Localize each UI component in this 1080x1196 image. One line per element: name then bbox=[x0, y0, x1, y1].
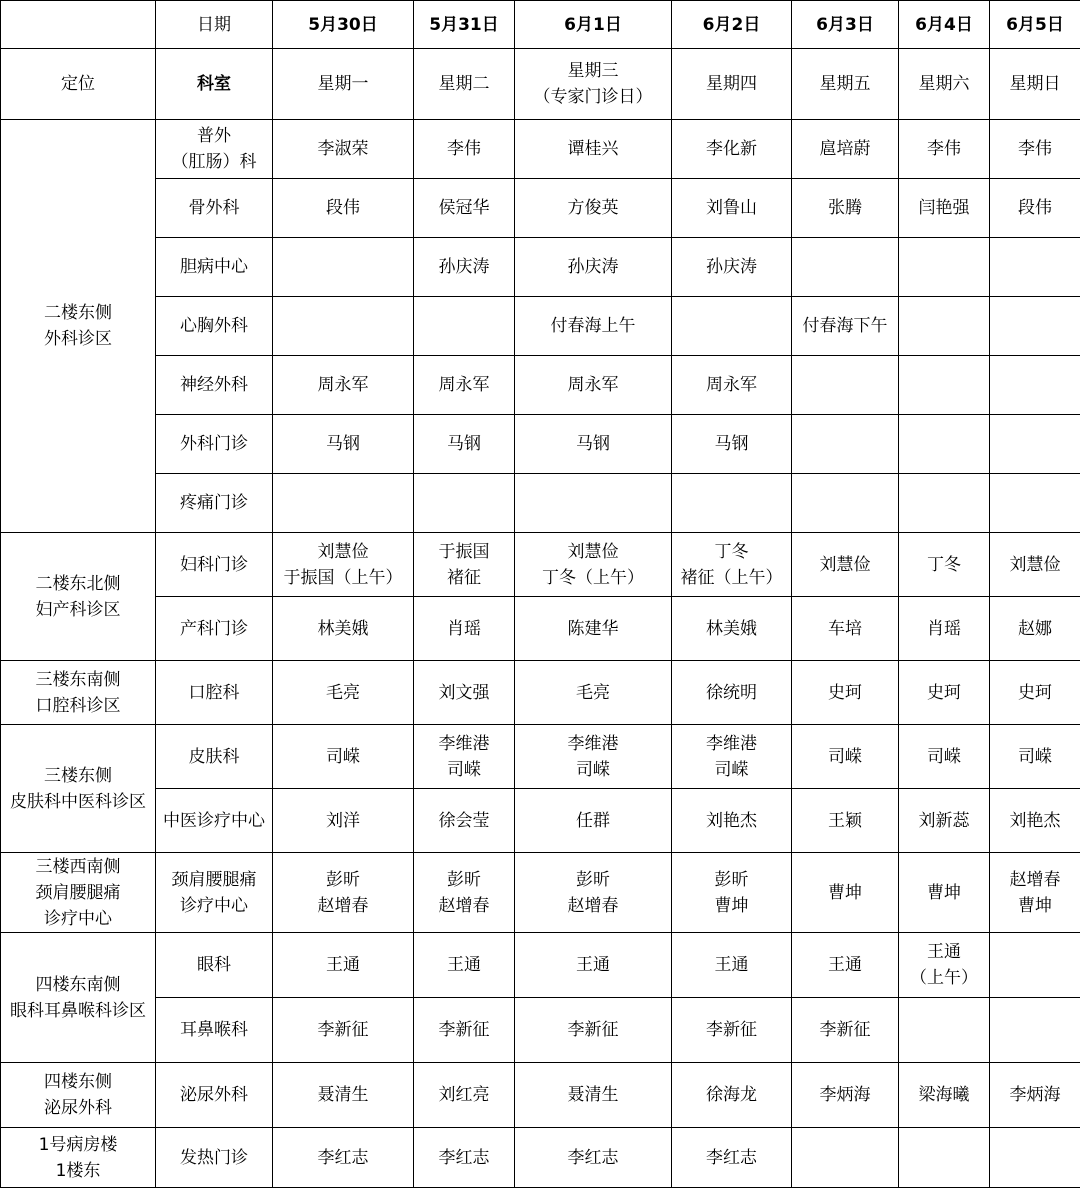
doctor-cell: 李红志 bbox=[414, 1128, 515, 1188]
doctor-cell: 孙庆涛 bbox=[515, 238, 672, 297]
doctor-cell: 付春海下午 bbox=[792, 297, 899, 356]
doctor-cell: 李新征 bbox=[414, 998, 515, 1063]
schedule-row bbox=[1, 725, 1080, 789]
doctor-cell: 李伟 bbox=[990, 120, 1080, 179]
doctor-cell: 彭昕 赵增春 bbox=[414, 853, 515, 933]
weekday-header-row bbox=[1, 49, 1080, 120]
doctor-cell: 孙庆涛 bbox=[672, 238, 792, 297]
schedule-row bbox=[1, 179, 1080, 238]
doctor-cell: 林美娥 bbox=[273, 597, 414, 661]
doctor-cell: 徐海龙 bbox=[672, 1063, 792, 1128]
doctor-cell: 方俊英 bbox=[515, 179, 672, 238]
doctor-cell: 史珂 bbox=[990, 661, 1080, 725]
doctor-cell: 马钢 bbox=[273, 415, 414, 474]
doctor-cell: 李新征 bbox=[515, 998, 672, 1063]
location-cell: 三楼西南侧 颈肩腰腿痛 诊疗中心 bbox=[1, 853, 156, 933]
doctor-cell: 刘艳杰 bbox=[672, 789, 792, 853]
dept-cell: 产科门诊 bbox=[156, 597, 273, 661]
doctor-cell: 司嵘 bbox=[792, 725, 899, 789]
schedule-row bbox=[1, 120, 1080, 179]
weekday-cell: 星期日 bbox=[990, 49, 1080, 120]
schedule-row bbox=[1, 597, 1080, 661]
doctor-cell: 刘红亮 bbox=[414, 1063, 515, 1128]
doctor-cell: 毛亮 bbox=[273, 661, 414, 725]
doctor-cell: 李红志 bbox=[672, 1128, 792, 1188]
doctor-cell: 侯冠华 bbox=[414, 179, 515, 238]
doctor-cell: 聂清生 bbox=[515, 1063, 672, 1128]
schedule-row bbox=[1, 1063, 1080, 1128]
dept-cell: 妇科门诊 bbox=[156, 533, 273, 597]
doctor-cell: 李新征 bbox=[273, 998, 414, 1063]
weekday-cell: 星期五 bbox=[792, 49, 899, 120]
dept-cell: 中医诊疗中心 bbox=[156, 789, 273, 853]
doctor-cell: 于振国 褚征 bbox=[414, 533, 515, 597]
schedule-row bbox=[1, 356, 1080, 415]
doctor-cell: 刘慧俭 丁冬（上午） bbox=[515, 533, 672, 597]
date-cell: 6月4日 bbox=[899, 1, 990, 49]
schedule-row bbox=[1, 853, 1080, 933]
doctor-cell: 马钢 bbox=[515, 415, 672, 474]
doctor-cell bbox=[899, 1128, 990, 1188]
weekday-cell: 星期四 bbox=[672, 49, 792, 120]
doctor-cell bbox=[273, 474, 414, 533]
doctor-cell bbox=[899, 474, 990, 533]
date-header-row bbox=[1, 1, 1080, 49]
doctor-cell: 李新征 bbox=[792, 998, 899, 1063]
doctor-cell: 刘艳杰 bbox=[990, 789, 1080, 853]
location-cell: 1号病房楼 1楼东 bbox=[1, 1128, 156, 1188]
doctor-cell: 梁海曦 bbox=[899, 1063, 990, 1128]
doctor-cell bbox=[792, 474, 899, 533]
corner-cell bbox=[1, 1, 156, 49]
doctor-cell bbox=[990, 356, 1080, 415]
doctor-cell: 周永军 bbox=[515, 356, 672, 415]
dept-cell: 外科门诊 bbox=[156, 415, 273, 474]
doctor-cell: 段伟 bbox=[273, 179, 414, 238]
schedule-row bbox=[1, 933, 1080, 998]
location-cell: 三楼东南侧 口腔科诊区 bbox=[1, 661, 156, 725]
doctor-cell: 谭桂兴 bbox=[515, 120, 672, 179]
dept-cell: 普外 （肛肠）科 bbox=[156, 120, 273, 179]
doctor-cell: 毛亮 bbox=[515, 661, 672, 725]
doctor-cell bbox=[515, 474, 672, 533]
doctor-cell bbox=[990, 1128, 1080, 1188]
doctor-cell: 李炳海 bbox=[792, 1063, 899, 1128]
dept-cell: 眼科 bbox=[156, 933, 273, 998]
doctor-cell: 李化新 bbox=[672, 120, 792, 179]
doctor-cell: 马钢 bbox=[672, 415, 792, 474]
location-cell: 三楼东侧 皮肤科中医科诊区 bbox=[1, 725, 156, 853]
doctor-cell: 付春海上午 bbox=[515, 297, 672, 356]
dept-cell: 泌尿外科 bbox=[156, 1063, 273, 1128]
doctor-cell: 肖瑶 bbox=[414, 597, 515, 661]
doctor-cell: 刘慧俭 于振国（上午） bbox=[273, 533, 414, 597]
doctor-cell: 彭昕 赵增春 bbox=[273, 853, 414, 933]
doctor-cell: 王通 bbox=[515, 933, 672, 998]
doctor-cell: 王颖 bbox=[792, 789, 899, 853]
doctor-cell: 周永军 bbox=[273, 356, 414, 415]
doctor-cell: 丁冬 褚征（上午） bbox=[672, 533, 792, 597]
dept-cell: 颈肩腰腿痛 诊疗中心 bbox=[156, 853, 273, 933]
doctor-cell bbox=[792, 356, 899, 415]
doctor-cell bbox=[899, 238, 990, 297]
doctor-cell: 刘慧俭 bbox=[990, 533, 1080, 597]
doctor-cell bbox=[273, 297, 414, 356]
doctor-cell: 聂清生 bbox=[273, 1063, 414, 1128]
doctor-cell bbox=[990, 238, 1080, 297]
doctor-cell: 赵增春 曹坤 bbox=[990, 853, 1080, 933]
location-cell: 二楼东北侧 妇产科诊区 bbox=[1, 533, 156, 661]
doctor-cell bbox=[899, 998, 990, 1063]
dept-cell: 发热门诊 bbox=[156, 1128, 273, 1188]
doctor-cell: 李淑荣 bbox=[273, 120, 414, 179]
location-cell: 四楼东侧 泌尿外科 bbox=[1, 1063, 156, 1128]
doctor-cell: 刘文强 bbox=[414, 661, 515, 725]
doctor-cell: 林美娥 bbox=[672, 597, 792, 661]
doctor-cell: 史珂 bbox=[899, 661, 990, 725]
weekday-cell: 星期六 bbox=[899, 49, 990, 120]
weekday-cell: 星期二 bbox=[414, 49, 515, 120]
doctor-cell: 彭昕 赵增春 bbox=[515, 853, 672, 933]
doctor-cell: 周永军 bbox=[672, 356, 792, 415]
doctor-cell: 闫艳强 bbox=[899, 179, 990, 238]
doctor-cell: 司嵘 bbox=[899, 725, 990, 789]
doctor-cell: 段伟 bbox=[990, 179, 1080, 238]
doctor-cell: 李炳海 bbox=[990, 1063, 1080, 1128]
doctor-cell: 陈建华 bbox=[515, 597, 672, 661]
doctor-cell bbox=[990, 998, 1080, 1063]
doctor-cell bbox=[792, 415, 899, 474]
doctor-cell bbox=[414, 474, 515, 533]
date-cell: 5月30日 bbox=[273, 1, 414, 49]
doctor-cell: 李红志 bbox=[515, 1128, 672, 1188]
doctor-cell: 史珂 bbox=[792, 661, 899, 725]
dept-cell: 皮肤科 bbox=[156, 725, 273, 789]
doctor-cell bbox=[899, 415, 990, 474]
doctor-cell bbox=[899, 356, 990, 415]
doctor-cell bbox=[672, 297, 792, 356]
dept-cell: 口腔科 bbox=[156, 661, 273, 725]
doctor-cell: 李维港 司嵘 bbox=[515, 725, 672, 789]
schedule-row bbox=[1, 533, 1080, 597]
doctor-cell bbox=[792, 1128, 899, 1188]
location-cell: 二楼东侧 外科诊区 bbox=[1, 120, 156, 533]
doctor-cell bbox=[990, 297, 1080, 356]
dept-label: 科室 bbox=[156, 49, 273, 120]
dept-cell: 疼痛门诊 bbox=[156, 474, 273, 533]
doctor-cell: 徐统明 bbox=[672, 661, 792, 725]
schedule-row bbox=[1, 998, 1080, 1063]
weekday-cell: 星期一 bbox=[273, 49, 414, 120]
doctor-cell bbox=[672, 474, 792, 533]
doctor-cell bbox=[792, 238, 899, 297]
date-cell: 6月2日 bbox=[672, 1, 792, 49]
date-cell: 6月5日 bbox=[990, 1, 1080, 49]
dept-cell: 胆病中心 bbox=[156, 238, 273, 297]
doctor-cell: 扈培蔚 bbox=[792, 120, 899, 179]
doctor-cell: 李维港 司嵘 bbox=[672, 725, 792, 789]
doctor-cell: 彭昕 曹坤 bbox=[672, 853, 792, 933]
date-label: 日期 bbox=[156, 1, 273, 49]
schedule-row bbox=[1, 661, 1080, 725]
date-cell: 6月1日 bbox=[515, 1, 672, 49]
doctor-cell: 周永军 bbox=[414, 356, 515, 415]
location-cell: 四楼东南侧 眼科耳鼻喉科诊区 bbox=[1, 933, 156, 1063]
doctor-cell bbox=[414, 297, 515, 356]
schedule-row bbox=[1, 1128, 1080, 1188]
dept-cell: 神经外科 bbox=[156, 356, 273, 415]
doctor-cell: 司嵘 bbox=[990, 725, 1080, 789]
doctor-cell: 李新征 bbox=[672, 998, 792, 1063]
doctor-cell: 张腾 bbox=[792, 179, 899, 238]
date-cell: 6月3日 bbox=[792, 1, 899, 49]
doctor-cell bbox=[273, 238, 414, 297]
doctor-cell: 刘鲁山 bbox=[672, 179, 792, 238]
doctor-cell: 李伟 bbox=[414, 120, 515, 179]
doctor-cell: 刘新蕊 bbox=[899, 789, 990, 853]
doctor-cell: 刘洋 bbox=[273, 789, 414, 853]
doctor-cell: 肖瑶 bbox=[899, 597, 990, 661]
doctor-cell: 司嵘 bbox=[273, 725, 414, 789]
doctor-cell: 孙庆涛 bbox=[414, 238, 515, 297]
schedule-row bbox=[1, 415, 1080, 474]
doctor-cell bbox=[990, 415, 1080, 474]
dept-cell: 耳鼻喉科 bbox=[156, 998, 273, 1063]
doctor-cell: 李红志 bbox=[273, 1128, 414, 1188]
schedule-row bbox=[1, 789, 1080, 853]
doctor-cell: 王通 bbox=[414, 933, 515, 998]
doctor-cell: 王通 bbox=[273, 933, 414, 998]
location-label: 定位 bbox=[1, 49, 156, 120]
doctor-cell: 曹坤 bbox=[792, 853, 899, 933]
doctor-cell: 车培 bbox=[792, 597, 899, 661]
doctor-cell bbox=[990, 474, 1080, 533]
doctor-cell: 曹坤 bbox=[899, 853, 990, 933]
doctor-cell: 任群 bbox=[515, 789, 672, 853]
weekday-cell: 星期三 （专家门诊日） bbox=[515, 49, 672, 120]
doctor-cell: 李伟 bbox=[899, 120, 990, 179]
doctor-cell: 王通 （上午） bbox=[899, 933, 990, 998]
doctor-cell bbox=[899, 297, 990, 356]
doctor-cell: 王通 bbox=[672, 933, 792, 998]
schedule-row bbox=[1, 297, 1080, 356]
schedule-row bbox=[1, 238, 1080, 297]
doctor-cell: 王通 bbox=[792, 933, 899, 998]
doctor-cell bbox=[990, 933, 1080, 998]
dept-cell: 骨外科 bbox=[156, 179, 273, 238]
doctor-cell: 李维港 司嵘 bbox=[414, 725, 515, 789]
doctor-cell: 赵娜 bbox=[990, 597, 1080, 661]
doctor-cell: 丁冬 bbox=[899, 533, 990, 597]
dept-cell: 心胸外科 bbox=[156, 297, 273, 356]
schedule-row bbox=[1, 474, 1080, 533]
doctor-cell: 刘慧俭 bbox=[792, 533, 899, 597]
doctor-cell: 徐会莹 bbox=[414, 789, 515, 853]
date-cell: 5月31日 bbox=[414, 1, 515, 49]
doctor-cell: 马钢 bbox=[414, 415, 515, 474]
